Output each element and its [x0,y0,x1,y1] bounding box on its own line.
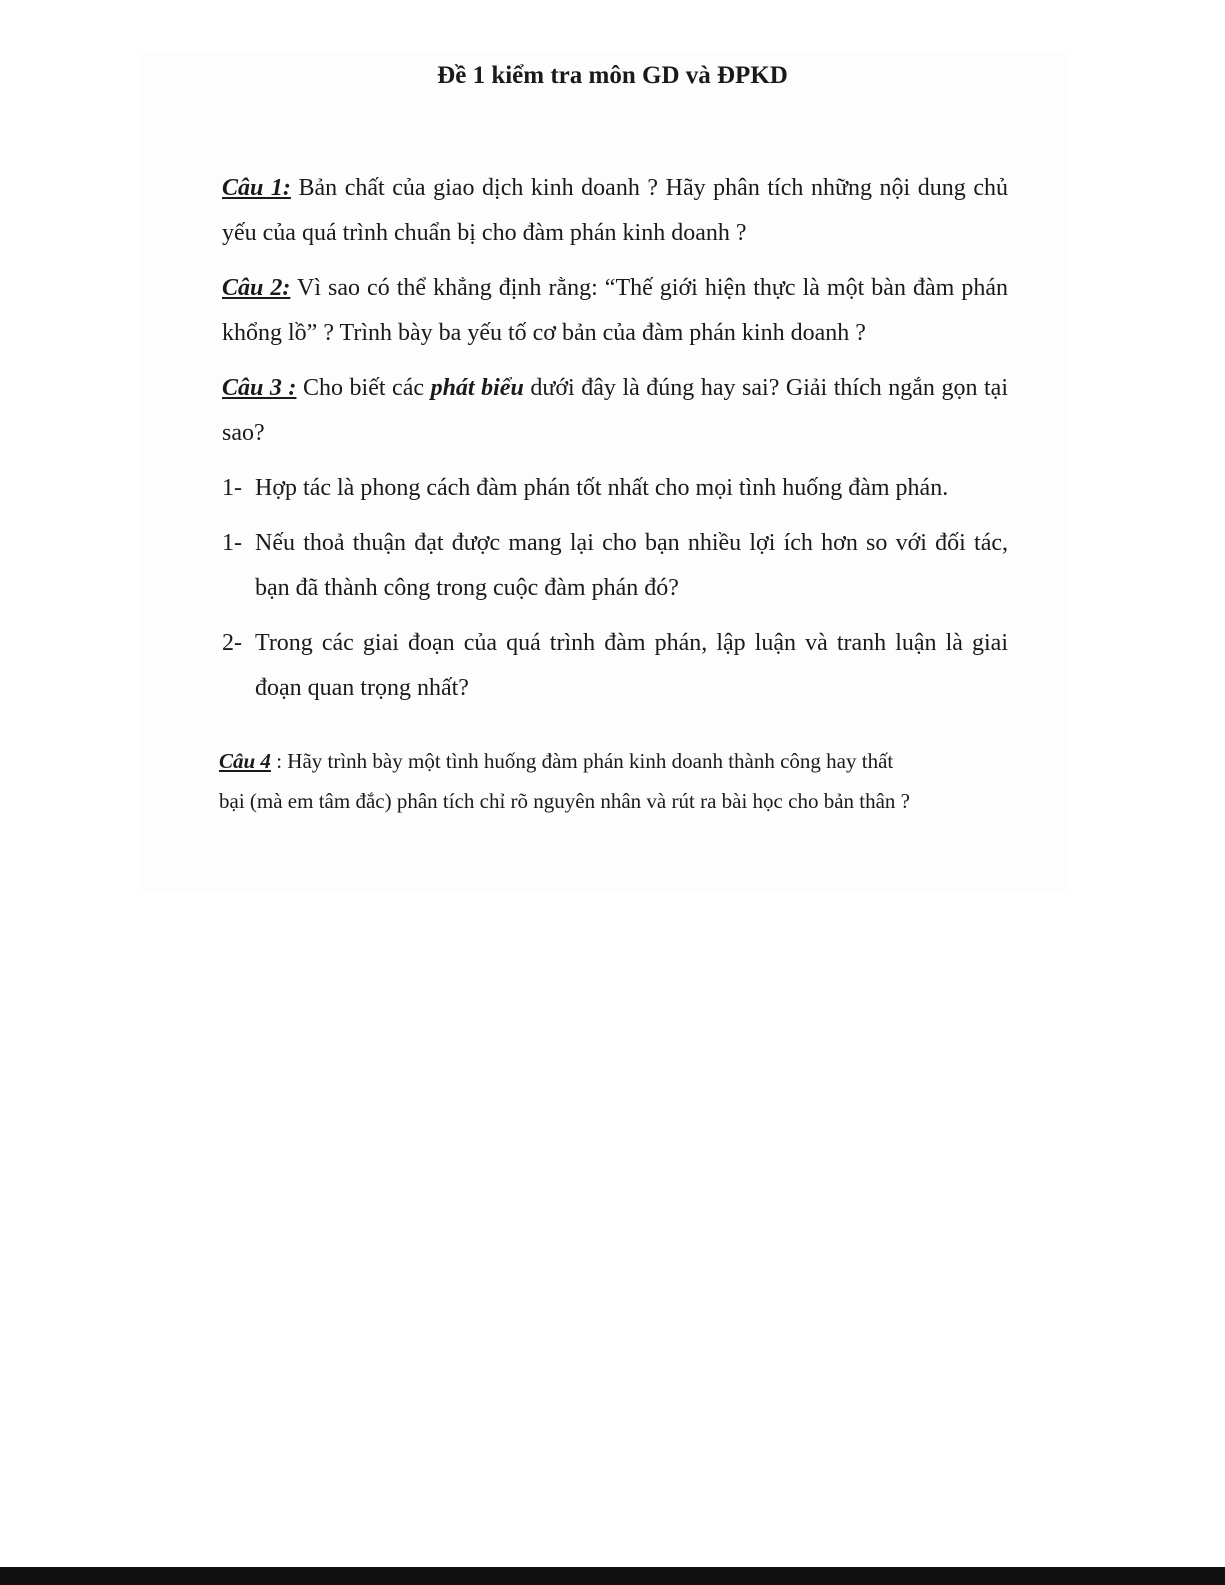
question-1-text: Bản chất của giao dịch kinh doanh ? Hãy phân tích những nội dung chủ yếu của quá trình chuẩn bị cho đàm phán kinh doanh ? [222,175,1008,246]
question-2 [222,266,1008,356]
statement-item [222,521,1008,611]
statement-text: Hợp tác là phong cách đàm phán tốt nhất cho mọi tình huống đàm phán. [255,475,949,501]
statement-number: 1- [222,530,242,556]
question-1-label: Câu 1: [222,175,291,201]
statement-number: 1- [222,475,242,501]
question-2-label: Câu 2: [222,275,291,301]
question-4-label: Câu 4 [219,749,271,773]
statement-item [222,466,1008,511]
question-3-label: Câu 3 : [222,375,297,401]
questions-body [222,166,1008,721]
bottom-border [0,1567,1225,1585]
question-3-text-after: dưới đây là đúng hay sai? Giải thích ngắn gọn tại sao? [222,375,1008,446]
statement-text: Trong các giai đoạn của quá trình đàm phán, lập luận và tranh luận là giai đoạn quan trọng nhất? [255,630,1008,701]
question-3 [222,366,1008,456]
question-4-text: : Hãy trình bày một tình huống đàm phán kinh doanh thành công hay thất bại (mà em tâm đắc) phân tích chỉ rõ nguyên nhân và rút ra bài học cho bản thân ? [219,749,910,813]
question-4 [219,741,919,821]
question-1 [222,166,1008,256]
statement-number: 2- [222,630,242,656]
document-title: Đề 1 kiểm tra môn GD và ĐPKD [437,62,788,89]
statement-item [222,621,1008,711]
statement-text: Nếu thoả thuận đạt được mang lại cho bạn nhiều lợi ích hơn so với đối tác, bạn đã thành công trong cuộc đàm phán đó? [255,530,1008,601]
question-3-text-before: Cho biết các [296,375,431,401]
question-2-text: Vì sao có thể khẳng định rằng: “Thế giới hiện thực là một bàn đàm phán khổng lồ” ? Trình bày ba yếu tố cơ bản của đàm phán kinh doanh ? [222,275,1008,346]
question-3-emphasis: phát biểu [430,375,524,401]
